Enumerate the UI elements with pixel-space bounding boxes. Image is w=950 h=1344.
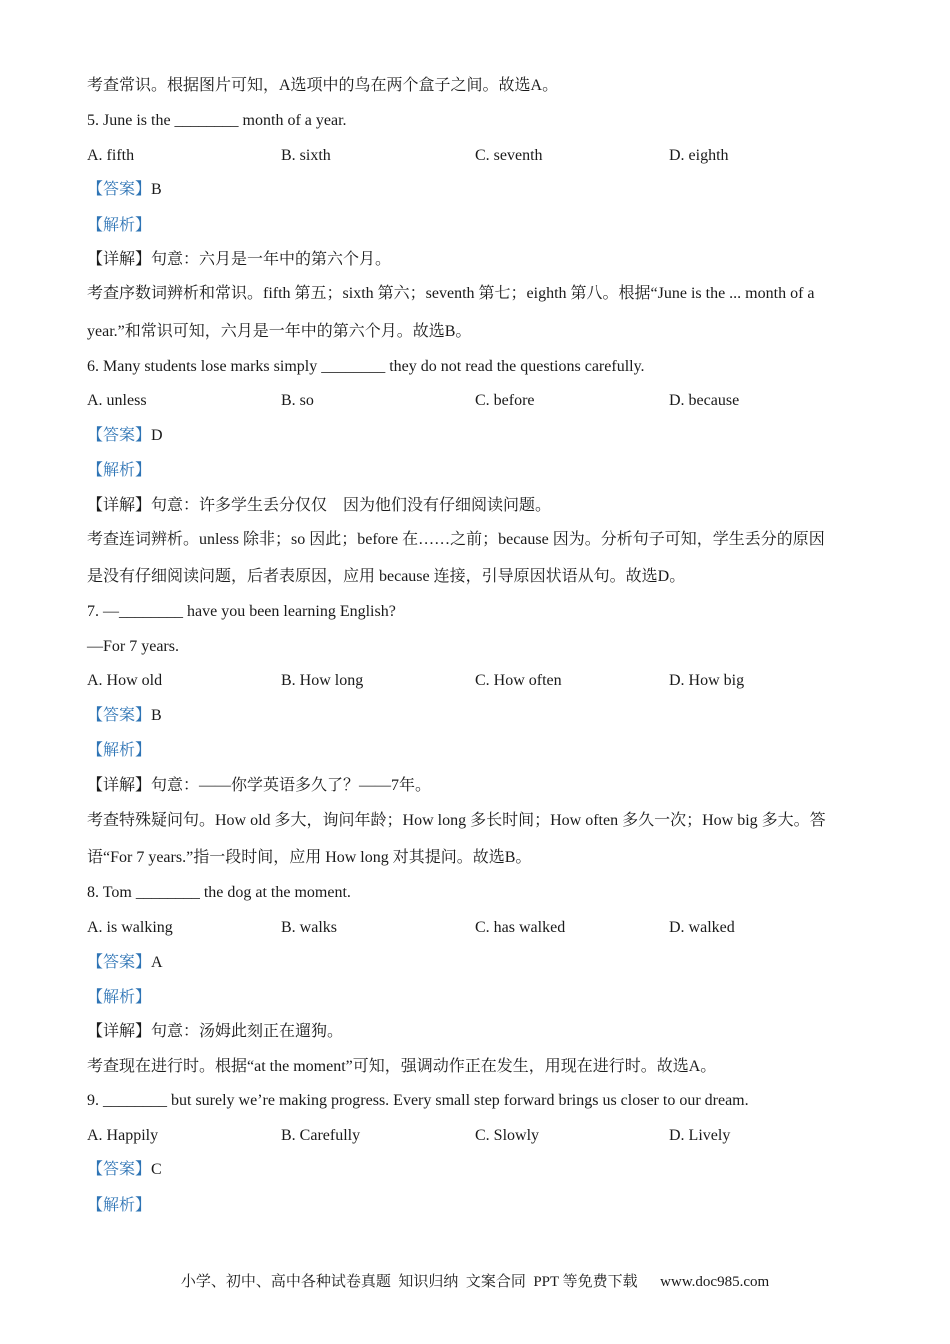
answer-value: B — [151, 181, 162, 198]
q7-explanation-2: 语“For 7 years.”指一段时间，应用 How long 对其提问。故选B。 — [87, 849, 532, 866]
q5-detail — [87, 250, 391, 270]
q6-option-c: C. before — [475, 392, 535, 409]
detail-label: 【详解】 — [87, 251, 152, 268]
q9-option-d: D. Lively — [669, 1127, 731, 1144]
answer-label: 【答案】 — [87, 707, 152, 724]
answer-label: 【答案】 — [87, 954, 152, 971]
answer-label: 【答案】 — [87, 427, 152, 444]
q6-option-b: B. so — [281, 392, 314, 409]
question-7-reply: —For 7 years. — [87, 638, 179, 655]
q9-option-b: B. Carefully — [281, 1127, 361, 1144]
q7-analysis-label: 【解析】 — [87, 742, 152, 759]
q5-option-d: D. eighth — [669, 147, 729, 164]
q8-option-d: D. walked — [669, 919, 735, 936]
answer-value: A — [151, 954, 163, 971]
q5-option-a: A. fifth — [87, 147, 135, 164]
answer-label: 【答案】 — [87, 1161, 152, 1178]
q8-analysis-label: 【解析】 — [87, 989, 152, 1006]
question-8-stem: 8. Tom ________ the dog at the moment. — [87, 884, 351, 901]
q7-option-d: D. How big — [669, 672, 745, 689]
detail-text: 句意：——你学英语多久了？——7年。 — [151, 777, 432, 794]
q6-option-a: A. unless — [87, 392, 147, 409]
q9-option-c: C. Slowly — [475, 1127, 540, 1144]
detail-label: 【详解】 — [87, 777, 152, 794]
q9-analysis-label: 【解析】 — [87, 1197, 152, 1214]
answer-label: 【答案】 — [87, 181, 152, 198]
q6-explanation-1: 考查连词辨析。unless 除非；so 因此；before 在……之前；because 因为。分析句子可知，学生丢分的原因 — [87, 531, 825, 548]
q9-option-a: A. Happily — [87, 1127, 159, 1144]
q6-detail — [87, 496, 551, 516]
q5-option-b: B. sixth — [281, 147, 331, 164]
detail-text: 句意：许多学生丢分仅仅 因为他们没有仔细阅读问题。 — [151, 497, 552, 514]
detail-label: 【详解】 — [87, 497, 152, 514]
detail-text: 句意：汤姆此刻正在遛狗。 — [151, 1023, 344, 1040]
q7-option-b: B. How long — [281, 672, 364, 689]
q5-answer — [87, 180, 162, 200]
q7-explanation-1: 考查特殊疑问句。How old 多大，询问年龄；How long 多长时间；How often 多久一次；How big 多大。答 — [87, 812, 826, 829]
q6-analysis-label: 【解析】 — [87, 462, 152, 479]
q5-explanation-1: 考查序数词辨析和常识。fifth 第五；sixth 第六；seventh 第七；eighth 第八。根据“June is the ... month of a — [87, 285, 815, 302]
q8-detail — [87, 1022, 343, 1042]
detail-label: 【详解】 — [87, 1023, 152, 1040]
answer-value: B — [151, 707, 162, 724]
question-7-stem: 7. —________ have you been learning English? — [87, 603, 396, 620]
q7-answer — [87, 706, 162, 726]
q8-answer — [87, 953, 163, 973]
question-5-stem: 5. June is the ________ month of a year. — [87, 112, 347, 129]
q6-explanation-2: 是没有仔细阅读问题，后者表原因，应用 because 连接，引导原因状语从句。故选D。 — [87, 568, 686, 585]
q6-answer — [87, 426, 163, 446]
q5-explanation-2: year.”和常识可知，六月是一年中的第六个月。故选B。 — [87, 323, 472, 340]
footer-text: 小学、初中、高中各种试卷真题 知识归纳 文案合同 PPT 等免费下载 www.doc985.com — [180, 1274, 770, 1290]
q8-explanation-1: 考查现在进行时。根据“at the moment”可知，强调动作正在发生，用现在进行时。故选A。 — [87, 1058, 717, 1075]
q8-option-b: B. walks — [281, 919, 337, 936]
q7-detail — [87, 776, 431, 796]
q5-option-c: C. seventh — [475, 147, 543, 164]
answer-value: C — [151, 1161, 162, 1178]
q9-answer — [87, 1160, 162, 1180]
q5-analysis-label: 【解析】 — [87, 217, 152, 234]
answer-value: D — [151, 427, 163, 444]
detail-text: 句意：六月是一年中的第六个月。 — [151, 251, 392, 268]
page-footer — [0, 1270, 950, 1291]
q6-option-d: D. because — [669, 392, 740, 409]
q7-option-a: A. How old — [87, 672, 163, 689]
q7-option-c: C. How often — [475, 672, 562, 689]
question-9-stem: 9. ________ but surely we’re making progress. Every small step forward brings us closer to our dream. — [87, 1092, 749, 1109]
intro-line: 考查常识。根据图片可知，A选项中的鸟在两个盒子之间。故选A。 — [87, 77, 559, 94]
q8-option-a: A. is walking — [87, 919, 173, 936]
question-6-stem: 6. Many students lose marks simply ________ they do not read the questions carefully. — [87, 358, 645, 375]
q8-option-c: C. has walked — [475, 919, 566, 936]
